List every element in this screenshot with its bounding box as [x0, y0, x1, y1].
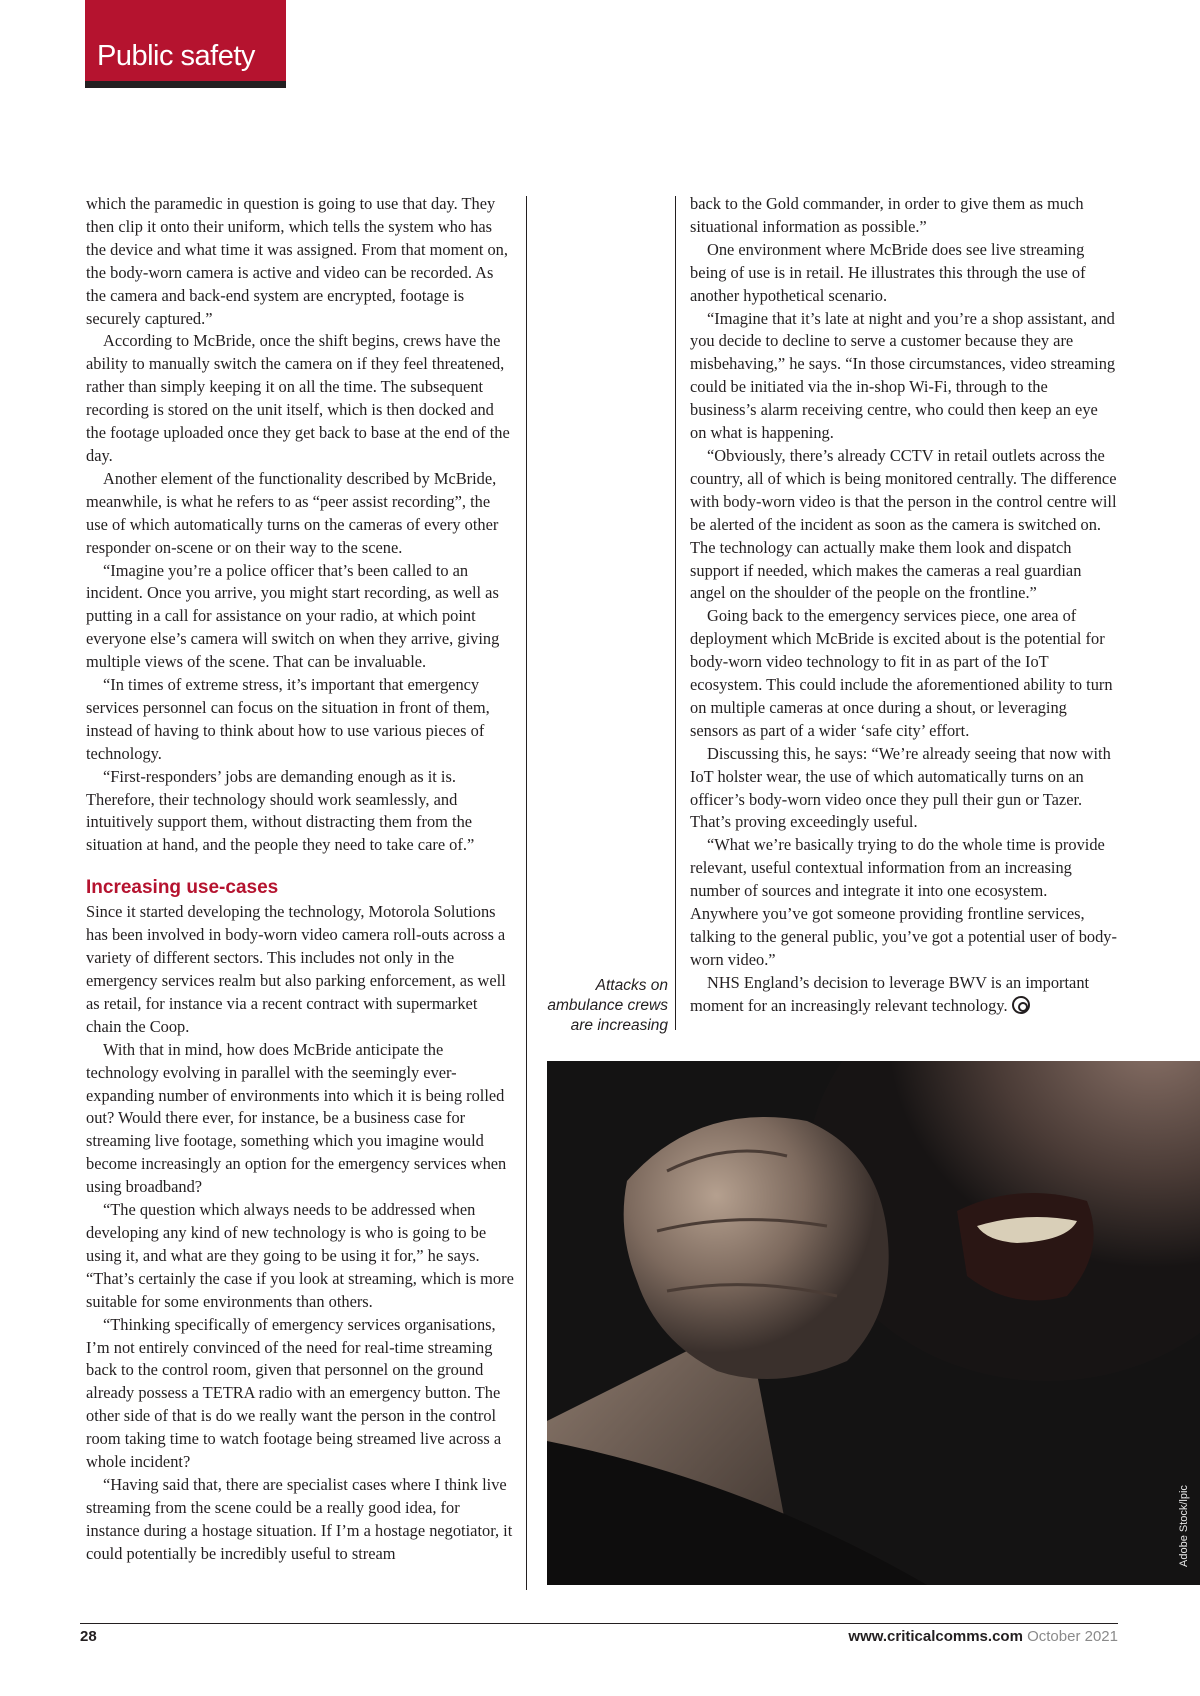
right-column [690, 193, 1118, 1018]
photo-illustration [547, 1061, 1200, 1585]
photo-credit: Adobe Stock/lpic [1178, 1485, 1190, 1567]
paragraph: Discussing this, he says: “We’re already seeing that now with IoT holster wear, the use of which automatically turns on an officer’s body-worn video once they pull their gun or Tazer. That’s proving exceedingly useful. [690, 743, 1111, 832]
paragraph-text: NHS England’s decision to leverage BWV is an important moment for an increasingly relevant technology. [690, 972, 1090, 1015]
paragraph: “First-responders’ jobs are demanding enough as it is. Therefore, their technology should work seamlessly, and intuitively support them, without distracting them from the situation at hand, and the people they need to take care of.” [86, 766, 475, 855]
paragraph: back to the Gold commander, in order to give them as much situational information as possible.” [690, 194, 1084, 236]
paragraph: “Imagine that it’s late at night and you’re a shop assistant, and you decide to decline to serve a customer because they are misbehaving,” he says. “In those circumstances, video streaming could be initiated via the in-shop Wi-Fi, through to the business’s alarm receiving centre, who could then keep an eye on what is happening. [690, 308, 1116, 443]
paragraph: which the paramedic in question is going to use that day. They then clip it onto their uniform, which tells the system who has the device and what time it was assigned. From that moment on, the body-worn camera is active and video can be recorded. As the camera and back-end system are encrypted, footage is securely captured.” [86, 194, 508, 328]
paragraph: “Having said that, there are specialist cases where I think live streaming from the scene could be a really good idea, for instance during a hostage situation. If I’m a hostage negotiator, it could potentially be incredibly useful to stream [86, 1474, 513, 1563]
paragraph: “The question which always needs to be addressed when developing any kind of new technology is who is going to be using it, and what are they going to be using it for,” he says. “That’s certainly the case if you look at streaming, which is more suitable for some environments than others. [86, 1200, 514, 1311]
paragraph: Going back to the emergency services piece, one area of deployment which McBride is excited about is the potential for body-worn video technology to fit in as part of the IoT ecosystem. This could include the aforementioned ability to turn on multiple cameras at once during a shout, or leveraging sensors as part of a wider ‘safe city’ effort. [690, 606, 1113, 740]
paragraph: With that in mind, how does McBride anticipate the technology evolving in parallel with the seemingly ever-expanding number of environments into which it is being rolled out? Would there ever, for instance, be a business case for streaming live footage, something which you imagine would become increasingly an option for the emergency services when using broadband? [86, 1039, 507, 1197]
clenched-fist-photo [547, 1061, 1200, 1585]
page-number: 28 [80, 1628, 97, 1645]
end-of-article-icon [1012, 996, 1030, 1014]
paragraph: One environment where McBride does see live streaming being of use is in retail. He illustrates this through the use of another hypothetical scenario. [690, 239, 1086, 305]
subheading: Increasing use-cases [86, 877, 279, 899]
section-title: Public safety [97, 40, 255, 72]
paragraph: “Obviously, there’s already CCTV in retail outlets across the country, all of which is being monitored centrally. The difference with body-worn video is that the person in the control centre will be alerted of the incident as soon as the camera is switched on. The technology can actually make them look and dispatch support if needed, which makes the cameras a real guardian angel on the shoulder of the people on the frontline.” [690, 445, 1117, 603]
paragraph: Another element of the functionality described by McBride, meanwhile, is what he refers to as “peer assist recording”, the use of which automatically turns on the cameras of every other responder on-scene or on their way to the scene. [86, 468, 499, 557]
column-divider [526, 196, 527, 1590]
photo-caption: Attacks on ambulance crews are increasing [547, 977, 668, 1034]
footer-rule [80, 1623, 1118, 1624]
section-tab [85, 0, 286, 88]
last-paragraph [690, 972, 1118, 1018]
left-column [86, 193, 516, 1566]
footer-url[interactable]: www.criticalcomms.com [848, 1628, 1023, 1645]
paragraph: “In times of extreme stress, it’s important that emergency services personnel can focus on the situation in front of them, instead of having to think about how to use various pieces of technology. [86, 675, 490, 763]
caption-divider [675, 196, 676, 1030]
footer-publication [848, 1628, 1118, 1645]
footer-date: October 2021 [1027, 1628, 1118, 1645]
paragraph: “Thinking specifically of emergency services organisations, I’m not entirely convinced of the need for real-time streaming back to the control room, given that personnel on the ground already possess a TETRA radio with an emergency button. The other side of that is do we really want the person in the control room taking time to watch footage being streamed live across a whole incident? [86, 1314, 502, 1472]
paragraph: According to McBride, once the shift begins, crews have the ability to manually switch the camera on if they feel threatened, rather than simply keeping it on all the time. The subsequent recording is stored on the unit itself, which is then docked and the footage uploaded once they get back to base at the end of the day. [86, 331, 510, 465]
paragraph: Since it started developing the technology, Motorola Solutions has been involved in body-worn video camera roll-outs across a variety of different sectors. This includes not only in the emergency services realm but also parking enforcement, as well as retail, for instance via a recent contract with supermarket chain the Coop. [86, 902, 506, 1036]
paragraph: “Imagine you’re a police officer that’s been called to an incident. Once you arrive, you might start recording, as well as putting in a call for assistance on your radio, at which point everyone else’s camera will switch on when they arrive, giving multiple views of the scene. That can be invaluable. [86, 560, 500, 672]
paragraph: “What we’re basically trying to do the whole time is provide relevant, useful contextual information from an increasing number of sources and integrate it into one ecosystem. Anywhere you’ve got someone providing frontline services, talking to the general public, you’ve got a potential user of body-worn video.” [690, 835, 1117, 969]
